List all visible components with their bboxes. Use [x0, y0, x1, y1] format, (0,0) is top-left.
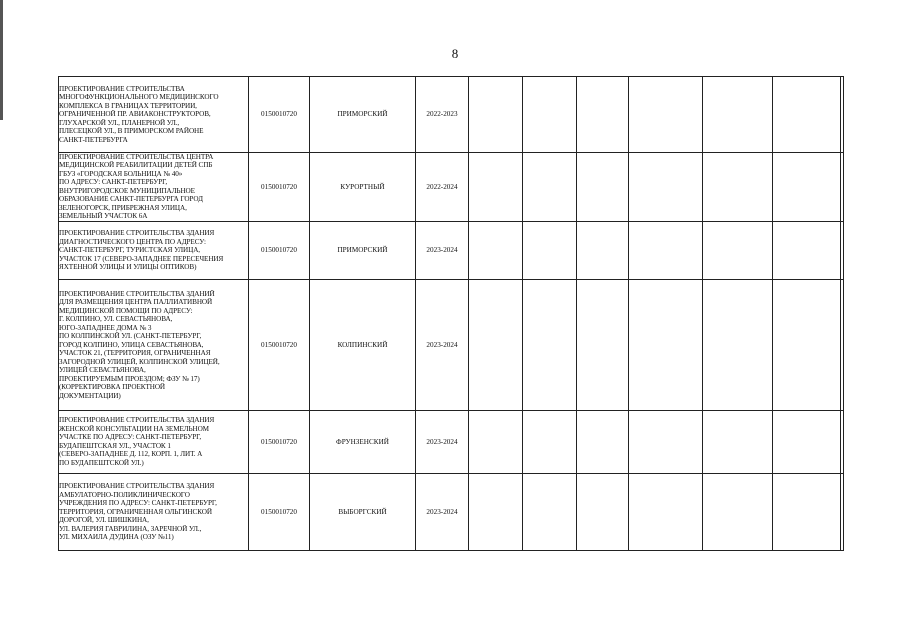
project-description: [59, 153, 249, 222]
empty-cell: [523, 153, 577, 222]
budget-code: 0150010720: [249, 77, 310, 153]
empty-cell: [523, 473, 577, 550]
empty-cell: [469, 279, 523, 410]
description-line: ТЕРРИТОРИЯ, ОГРАНИЧЕННАЯ ОЛЬГИНСКОЙ: [59, 507, 212, 516]
empty-cell: [773, 279, 841, 410]
description-line: (КОРРЕКТИРОВКА ПРОЕКТНОЙ: [59, 383, 166, 392]
table-row: [59, 221, 844, 279]
empty-cell: [577, 77, 629, 153]
empty-cell: [469, 473, 523, 550]
description-line: ПРОЕКТИРОВАНИЕ СТРОИТЕЛЬСТВА: [59, 84, 185, 93]
empty-cell: [523, 279, 577, 410]
empty-cell: [841, 410, 844, 473]
description-line: ПРОЕКТИРОВАНИЕ СТРОИТЕЛЬСТВА ЦЕНТРА: [59, 153, 214, 161]
budget-code: 0150010720: [249, 473, 310, 550]
description-line: КОМПЛЕКСА В ГРАНИЦАХ ТЕРРИТОРИИ,: [59, 101, 197, 110]
description-line: ПРОЕКТИРОВАНИЕ СТРОИТЕЛЬСТВА ЗДАНИЯ: [59, 229, 215, 238]
empty-cell: [703, 77, 773, 153]
district-name: ПРИМОРСКИЙ: [310, 221, 416, 279]
description-line: ПРОЕКТИРОВАНИЕ СТРОИТЕЛЬСТВА ЗДАНИЯ: [59, 482, 215, 491]
description-line: УЧАСТКЕ ПО АДРЕСУ: САНКТ-ПЕТЕРБУРГ,: [59, 433, 202, 442]
empty-cell: [629, 473, 703, 550]
description-line: ОГРАНИЧЕННОЙ ПР. АВИАКОНСТРУКТОРОВ,: [59, 110, 211, 119]
description-line: Г. КОЛПИНО, УЛ. СЕВАСТЬЯНОВА,: [59, 315, 173, 324]
description-line: ЯХТЕННОЙ УЛИЦЫ И УЛИЦЫ ОПТИКОВ): [59, 263, 197, 272]
description-line: ЗЕЛЕНОГОРСК, ПРИБРЕЖНАЯ УЛИЦА,: [59, 203, 187, 212]
empty-cell: [469, 77, 523, 153]
project-description: [59, 473, 249, 550]
description-line: ДИАГНОСТИЧЕСКОГО ЦЕНТРА ПО АДРЕСУ:: [59, 237, 206, 246]
empty-cell: [703, 473, 773, 550]
budget-code: 0150010720: [249, 153, 310, 222]
empty-cell: [469, 410, 523, 473]
description-line: ГОРОД КОЛПИНО, УЛИЦА СЕВАСТЬЯНОВА,: [59, 340, 204, 349]
district-name: КОЛПИНСКИЙ: [310, 279, 416, 410]
empty-cell: [841, 77, 844, 153]
description-line: УЛ. МИХАИЛА ДУДИНА (ОЗУ №11): [59, 533, 174, 542]
empty-cell: [577, 279, 629, 410]
description-line: ДОКУМЕНТАЦИИ): [59, 391, 121, 400]
project-years: 2023-2024: [416, 473, 469, 550]
budget-code: 0150010720: [249, 221, 310, 279]
project-years: 2023-2024: [416, 279, 469, 410]
project-years: 2022-2024: [416, 153, 469, 222]
description-line: ПО БУДАПЕШТСКОЙ УЛ.): [59, 458, 144, 467]
empty-cell: [629, 77, 703, 153]
description-line: ЗЕМЕЛЬНЫЙ УЧАСТОК 6А: [59, 212, 148, 221]
project-description: [59, 77, 249, 153]
empty-cell: [469, 153, 523, 222]
description-line: САНКТ-ПЕТЕРБУРГ, ТУРИСТСКАЯ УЛИЦА,: [59, 246, 200, 255]
district-name: ФРУНЗЕНСКИЙ: [310, 410, 416, 473]
project-years: 2023-2024: [416, 410, 469, 473]
project-description: [59, 221, 249, 279]
empty-cell: [629, 153, 703, 222]
description-line: УЛИЦЕЙ СЕВАСТЬЯНОВА,: [59, 366, 146, 375]
description-line: ПО АДРЕСУ: САНКТ-ПЕТЕРБУРГ,: [59, 178, 168, 187]
description-line: ПРОЕКТИРУЕМЫМ ПРОЕЗДОМ; ФЗУ № 17): [59, 374, 200, 383]
description-line: УЧРЕЖДЕНИЯ ПО АДРЕСУ: САНКТ-ПЕТЕРБУРГ,: [59, 499, 217, 508]
empty-cell: [773, 77, 841, 153]
description-line: МНОГОФУНКЦИОНАЛЬНОГО МЕДИЦИНСКОГО: [59, 93, 219, 102]
budget-code: 0150010720: [249, 410, 310, 473]
empty-cell: [773, 153, 841, 222]
description-line: ПО КОЛПИНСКОЙ УЛ. (САНКТ-ПЕТЕРБУРГ,: [59, 332, 202, 341]
description-line: ПРОЕКТИРОВАНИЕ СТРОИТЕЛЬСТВА ЗДАНИЯ: [59, 416, 215, 425]
empty-cell: [629, 221, 703, 279]
description-line: ПЛЕСЕЦКОЙ УЛ., В ПРИМОРСКОМ РАЙОНЕ: [59, 127, 204, 136]
empty-cell: [841, 153, 844, 222]
description-line: ГЛУХАРСКОЙ УЛ., ПЛАНЕРНОЙ УЛ.,: [59, 118, 180, 127]
empty-cell: [841, 221, 844, 279]
page-number: 8: [451, 46, 459, 61]
empty-cell: [703, 153, 773, 222]
district-name: КУРОРТНЫЙ: [310, 153, 416, 222]
description-line: ГБУЗ «ГОРОДСКАЯ БОЛЬНИЦА № 40»: [59, 169, 183, 178]
project-description: [59, 410, 249, 473]
page-edge-shadow: [0, 0, 3, 120]
empty-cell: [841, 473, 844, 550]
empty-cell: [469, 221, 523, 279]
description-line: УЧАСТОК 17 (СЕВЕРО-ЗАПАДНЕЕ ПЕРЕСЕЧЕНИЯ: [59, 254, 224, 263]
table-row: [59, 473, 844, 550]
empty-cell: [773, 410, 841, 473]
district-name: ВЫБОРГСКИЙ: [310, 473, 416, 550]
empty-cell: [577, 153, 629, 222]
table-row: [59, 153, 844, 222]
description-line: ДЛЯ РАЗМЕЩЕНИЯ ЦЕНТРА ПАЛЛИАТИВНОЙ: [59, 298, 213, 307]
empty-cell: [523, 221, 577, 279]
description-line: ЮГО-ЗАПАДНЕЕ ДОМА № 3: [59, 323, 152, 332]
empty-cell: [841, 279, 844, 410]
description-line: УЛ. ВАЛЕРИЯ ГАВРИЛИНА, ЗАРЕЧНОЙ УЛ.,: [59, 524, 202, 533]
empty-cell: [703, 221, 773, 279]
project-years: 2022-2023: [416, 77, 469, 153]
table-row: [59, 279, 844, 410]
projects-table: [58, 76, 844, 551]
empty-cell: [773, 221, 841, 279]
description-line: САНКТ-ПЕТЕРБУРГА: [59, 135, 128, 144]
description-line: ЗАГОРОДНОЙ УЛИЦЕЙ, КОЛПИНСКОЙ УЛИЦЕЙ,: [59, 357, 220, 366]
description-line: УЧАСТОК 21, (ТЕРРИТОРИЯ, ОГРАНИЧЕННАЯ: [59, 349, 211, 358]
table-row: [59, 410, 844, 473]
empty-cell: [629, 279, 703, 410]
district-name: ПРИМОРСКИЙ: [310, 77, 416, 153]
description-line: ПРОЕКТИРОВАНИЕ СТРОИТЕЛЬСТВА ЗДАНИЙ: [59, 289, 215, 298]
empty-cell: [577, 473, 629, 550]
description-line: (СЕВЕРО-ЗАПАДНЕЕ Д. 112, КОРП. 1, ЛИТ. А: [59, 450, 203, 459]
description-line: МЕДИЦИНСКОЙ РЕАБИЛИТАЦИИ ДЕТЕЙ СПБ: [59, 161, 213, 170]
table-row: [59, 77, 844, 153]
empty-cell: [523, 77, 577, 153]
description-line: МЕДИЦИНСКОЙ ПОМОЩИ ПО АДРЕСУ:: [59, 306, 193, 315]
description-line: ДОРОГОЙ, УЛ. ШИШКИНА,: [59, 516, 149, 525]
empty-cell: [523, 410, 577, 473]
empty-cell: [773, 473, 841, 550]
empty-cell: [629, 410, 703, 473]
description-line: ВНУТРИГОРОДСКОЕ МУНИЦИПАЛЬНОЕ: [59, 186, 195, 195]
description-line: АМБУЛАТОРНО-ПОЛИКЛИНИЧЕСКОГО: [59, 490, 190, 499]
description-line: БУДАПЕШТСКАЯ УЛ., УЧАСТОК 1: [59, 441, 171, 450]
empty-cell: [577, 221, 629, 279]
description-line: ОБРАЗОВАНИЕ САНКТ-ПЕТЕРБУРГА ГОРОД: [59, 195, 203, 204]
description-line: ЖЕНСКОЙ КОНСУЛЬТАЦИИ НА ЗЕМЕЛЬНОМ: [59, 424, 209, 433]
empty-cell: [703, 410, 773, 473]
project-description: [59, 279, 249, 410]
empty-cell: [577, 410, 629, 473]
project-years: 2023-2024: [416, 221, 469, 279]
empty-cell: [703, 279, 773, 410]
budget-code: 0150010720: [249, 279, 310, 410]
